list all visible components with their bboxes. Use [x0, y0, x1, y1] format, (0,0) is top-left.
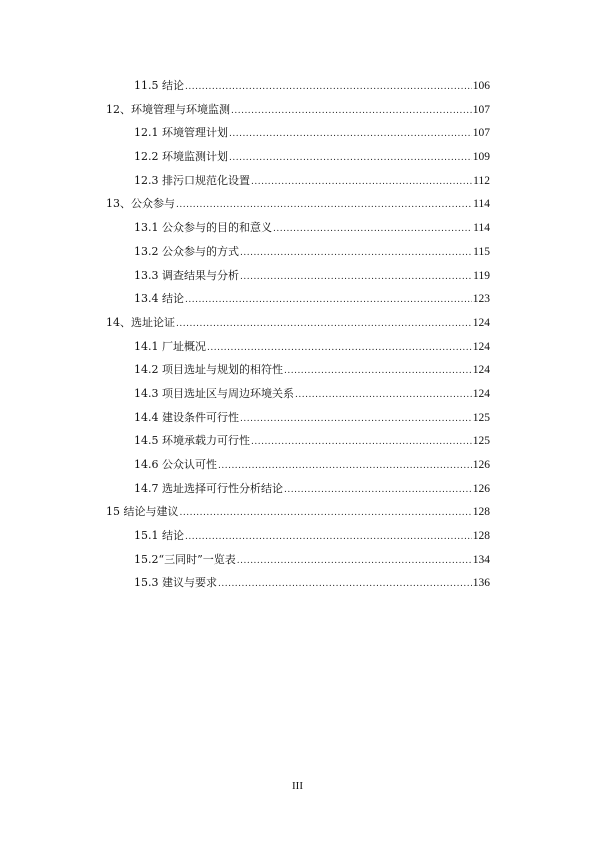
toc-entry[interactable]: [106, 98, 490, 122]
toc-dot-leader: [284, 360, 472, 384]
toc-entry[interactable]: [106, 477, 490, 501]
toc-entry-page: 124: [472, 364, 490, 377]
toc-entry[interactable]: [106, 121, 490, 145]
toc-entry[interactable]: [106, 382, 490, 406]
toc-entry[interactable]: [106, 169, 490, 193]
toc-entry-title: 12.1 环境管理计划: [134, 126, 228, 140]
toc-dot-leader: [218, 455, 472, 479]
toc-dot-leader: [251, 431, 472, 455]
table-of-contents: [106, 74, 490, 595]
toc-entry-page: 136: [472, 577, 490, 590]
toc-entry[interactable]: [106, 287, 490, 311]
toc-entry[interactable]: [106, 453, 490, 477]
toc-dot-leader: [185, 76, 472, 100]
toc-dot-leader: [176, 313, 472, 337]
toc-entry[interactable]: [106, 524, 490, 548]
toc-entry[interactable]: [106, 264, 490, 288]
toc-dot-leader: [240, 266, 472, 290]
toc-entry-title: 15.3 建议与要求: [134, 576, 217, 590]
toc-entry-page: 109: [472, 151, 490, 164]
toc-dot-leader: [240, 242, 472, 266]
toc-entry-page: 128: [472, 506, 490, 519]
toc-entry-page: 114: [473, 198, 490, 211]
toc-entry-title: 11.5 结论: [134, 79, 184, 92]
toc-entry-title: 14.4 建设条件可行性: [134, 410, 239, 424]
toc-entry-page: 112: [473, 174, 490, 187]
toc-entry-page: 119: [473, 269, 490, 282]
toc-entry-title: 13、公众参与: [106, 197, 175, 211]
page-number: III: [292, 780, 303, 792]
toc-entry-page: 124: [472, 387, 490, 400]
toc-dot-leader: [251, 171, 472, 195]
toc-dot-leader: [237, 550, 472, 574]
toc-entry-title: 13.4 结论: [134, 292, 184, 306]
toc-entry[interactable]: [106, 216, 490, 240]
toc-entry-title: 14.5 环境承载力可行性: [134, 434, 250, 448]
toc-entry-title: 12.3 排污口规范化设置: [134, 173, 250, 187]
toc-entry-title: 14.1 厂址概况: [134, 339, 206, 353]
toc-entry-page: 126: [472, 459, 490, 471]
toc-entry-page: 128: [472, 530, 490, 543]
toc-entry-title: 12、环境管理与环境监测: [106, 102, 230, 116]
toc-entry-title: 14、选址论证: [106, 315, 175, 329]
toc-entry[interactable]: [106, 429, 490, 453]
toc-dot-leader: [273, 218, 472, 242]
toc-entry-title: 15 结论与建议: [106, 505, 179, 519]
toc-entry-title: 14.7 选址选择可行性分析结论: [134, 481, 283, 495]
toc-entry[interactable]: [106, 571, 490, 595]
toc-entry-title: 14.2 项目选址与规划的相符性: [134, 363, 283, 377]
toc-entry-page: 107: [472, 127, 490, 140]
toc-dot-leader: [218, 573, 472, 597]
toc-entry[interactable]: [106, 311, 490, 335]
toc-entry[interactable]: [106, 192, 490, 216]
toc-entry[interactable]: [106, 240, 490, 264]
toc-entry-page: 123: [472, 293, 490, 306]
toc-entry-page: 124: [472, 340, 490, 353]
toc-dot-leader: [176, 194, 472, 218]
toc-dot-leader: [229, 147, 472, 171]
toc-dot-leader: [240, 408, 472, 432]
toc-entry-page: 134: [472, 553, 490, 566]
toc-entry[interactable]: [106, 74, 490, 98]
toc-dot-leader: [231, 100, 472, 124]
toc-dot-leader: [207, 337, 472, 361]
toc-entry-title: 15.2“三同时”一览表: [134, 552, 236, 566]
toc-entry[interactable]: [106, 406, 490, 430]
toc-dot-leader: [229, 123, 472, 147]
toc-dot-leader: [295, 384, 472, 408]
toc-entry-page: 124: [472, 316, 490, 329]
toc-entry[interactable]: [106, 335, 490, 359]
toc-dot-leader: [185, 526, 472, 550]
toc-entry-page: 106: [472, 80, 490, 92]
toc-entry[interactable]: [106, 548, 490, 572]
toc-entry-title: 15.1 结论: [134, 529, 184, 543]
toc-entry[interactable]: [106, 500, 490, 524]
toc-entry-title: 13.1 公众参与的目的和意义: [134, 221, 272, 235]
toc-entry-page: 125: [472, 411, 490, 424]
toc-entry-page: 126: [472, 482, 490, 495]
toc-dot-leader: [185, 289, 472, 313]
toc-entry[interactable]: [106, 145, 490, 169]
toc-dot-leader: [284, 479, 472, 503]
toc-entry-title: 13.3 调查结果与分析: [134, 268, 239, 282]
toc-entry-page: 125: [472, 435, 490, 448]
toc-entry-title: 14.6 公众认可性: [134, 458, 217, 471]
toc-entry-page: 107: [472, 103, 490, 116]
toc-entry-title: 14.3 项目选址区与周边环境关系: [134, 386, 294, 400]
toc-entry-page: 115: [473, 245, 490, 258]
toc-dot-leader: [180, 502, 472, 526]
toc-entry-title: 12.2 环境监测计划: [134, 150, 228, 164]
toc-entry-title: 13.2 公众参与的方式: [134, 244, 239, 258]
toc-entry[interactable]: [106, 358, 490, 382]
toc-entry-page: 114: [473, 222, 490, 235]
